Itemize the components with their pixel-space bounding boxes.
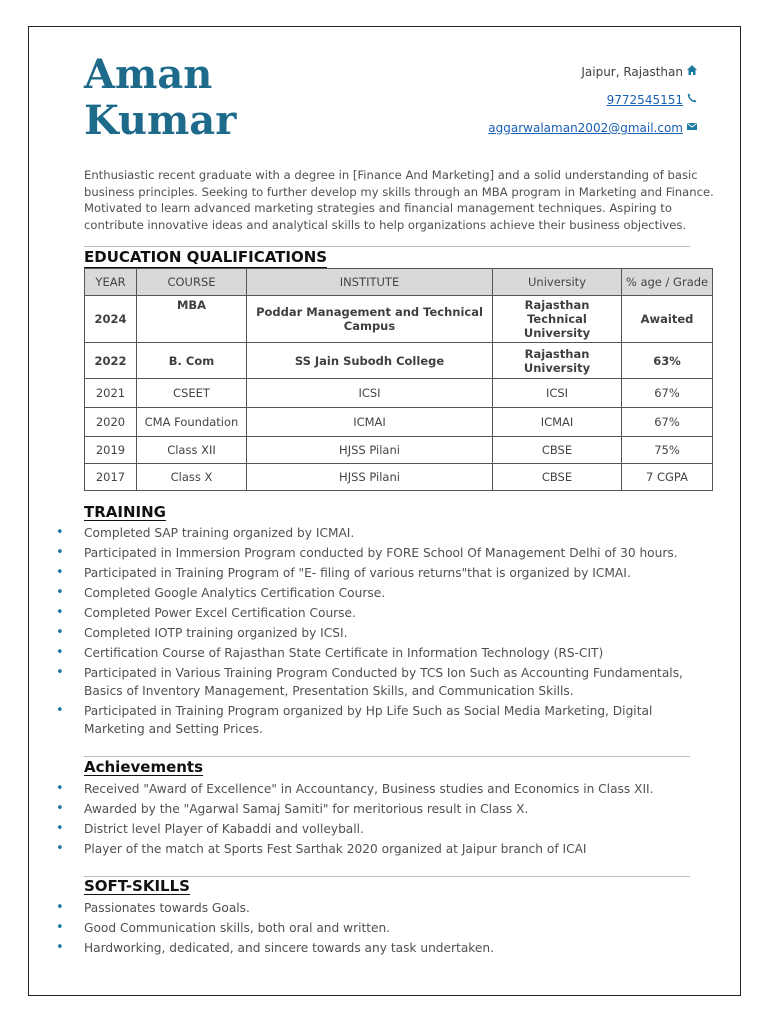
cell-institute: Poddar Management and Technical Campus bbox=[247, 296, 493, 343]
col-header-university: University bbox=[493, 269, 622, 296]
list-item: • Completed IOTP training organized by ICSI. bbox=[56, 624, 716, 642]
phone-line bbox=[488, 92, 698, 120]
training-title: TRAINING bbox=[84, 503, 166, 521]
cell-university: ICMAI bbox=[493, 408, 622, 437]
cell-year: 2017 bbox=[85, 464, 137, 491]
cell-university: CBSE bbox=[493, 464, 622, 491]
list-item: • Awarded by the "Agarwal Samaj Samiti" for meritorious result in Class X. bbox=[56, 800, 716, 818]
list-item: • Participated in Various Training Program Conducted by TCS Ion Such as Accounting Fundamentals, Basics of Inventory Management, Presentation Skills, and Communication Skills. bbox=[56, 664, 716, 700]
cell-institute: ICSI bbox=[247, 379, 493, 408]
col-header-institute: INSTITUTE bbox=[247, 269, 493, 296]
cell-university: Rajasthan Technical University bbox=[493, 296, 622, 343]
list-item: • Hardworking, dedicated, and sincere towards any task undertaken. bbox=[56, 939, 716, 957]
table-header-row bbox=[85, 269, 713, 296]
table-row bbox=[85, 343, 713, 379]
cell-year: 2020 bbox=[85, 408, 137, 437]
cell-university: Rajasthan University bbox=[493, 343, 622, 379]
candidate-name bbox=[84, 52, 236, 144]
cell-course: CMA Foundation bbox=[137, 408, 247, 437]
divider bbox=[84, 756, 690, 757]
cell-grade: 67% bbox=[622, 379, 713, 408]
cell-grade: Awaited bbox=[622, 296, 713, 343]
education-table bbox=[84, 268, 713, 491]
first-name: Aman bbox=[84, 51, 213, 98]
cell-university: CBSE bbox=[493, 437, 622, 464]
list-item: • District level Player of Kabaddi and volleyball. bbox=[56, 820, 716, 838]
list-item: • Completed SAP training organized by ICMAI. bbox=[56, 524, 716, 542]
cell-year: 2021 bbox=[85, 379, 137, 408]
table-row bbox=[85, 437, 713, 464]
email-link[interactable]: aggarwalaman2002@gmail.com bbox=[488, 121, 683, 135]
mail-icon bbox=[686, 120, 698, 132]
cell-course: CSEET bbox=[137, 379, 247, 408]
cell-institute: HJSS Pilani bbox=[247, 464, 493, 491]
list-item: • Participated in Training Program organized by Hp Life Such as Social Media Marketing, Digital Marketing and Setting Prices. bbox=[56, 702, 716, 738]
cell-institute: HJSS Pilani bbox=[247, 437, 493, 464]
summary-paragraph: Enthusiastic recent graduate with a degree in [Finance And Marketing] and a solid understanding of basic business principles. Seeking to further develop my skills through an MBA program in Marketing and Finance. Motivated to learn advanced marketing strategies and financial management techniques. Aspiring to contribute innovative ideas and analytical skills to help organizations achieve their business objectives. bbox=[84, 168, 714, 232]
achievements-list bbox=[56, 780, 716, 860]
cell-year: 2022 bbox=[85, 343, 137, 379]
phone-link[interactable]: 9772545151 bbox=[606, 93, 683, 107]
cell-grade: 75% bbox=[622, 437, 713, 464]
list-item: • Received "Award of Excellence" in Accountancy, Business studies and Economics in Class XII. bbox=[56, 780, 716, 798]
cell-course: Class XII bbox=[137, 437, 247, 464]
soft-skills-list bbox=[56, 899, 716, 959]
contact-block bbox=[488, 64, 698, 148]
location-line bbox=[488, 64, 698, 92]
cell-grade: 67% bbox=[622, 408, 713, 437]
cell-year: 2019 bbox=[85, 437, 137, 464]
email-line bbox=[488, 120, 698, 148]
last-name: Kumar bbox=[84, 97, 237, 144]
achievements-title: Achievements bbox=[84, 758, 204, 776]
col-header-year: YEAR bbox=[85, 269, 137, 296]
list-item: • Passionates towards Goals. bbox=[56, 899, 716, 917]
training-list bbox=[56, 524, 716, 740]
cell-year: 2024 bbox=[85, 296, 137, 343]
cell-course: MBA bbox=[137, 296, 247, 343]
list-item: • Participated in Immersion Program conducted by FORE School Of Management Delhi of 30 hours. bbox=[56, 544, 716, 562]
divider bbox=[84, 246, 690, 247]
table-row bbox=[85, 464, 713, 491]
cell-grade: 63% bbox=[622, 343, 713, 379]
list-item: • Good Communication skills, both oral and written. bbox=[56, 919, 716, 937]
table-row bbox=[85, 408, 713, 437]
cell-university: ICSI bbox=[493, 379, 622, 408]
list-item: • Certification Course of Rajasthan State Certificate in Information Technology (RS-CIT) bbox=[56, 644, 716, 662]
col-header-course: COURSE bbox=[137, 269, 247, 296]
cell-institute: SS Jain Subodh College bbox=[247, 343, 493, 379]
col-header-grade: % age / Grade bbox=[622, 269, 713, 296]
education-title: EDUCATION QUALIFICATIONS bbox=[84, 248, 327, 269]
home-icon bbox=[686, 64, 698, 76]
soft-skills-title: SOFT-SKILLS bbox=[84, 877, 190, 895]
cell-course: B. Com bbox=[137, 343, 247, 379]
cell-institute: ICMAI bbox=[247, 408, 493, 437]
phone-icon bbox=[686, 92, 698, 104]
list-item: • Participated in Training Program of "E- filing of various returns"that is organized by ICMAI. bbox=[56, 564, 716, 582]
list-item: • Player of the match at Sports Fest Sarthak 2020 organized at Jaipur branch of ICAI bbox=[56, 840, 716, 858]
location-text: Jaipur, Rajasthan bbox=[581, 65, 683, 79]
list-item: • Completed Power Excel Certification Course. bbox=[56, 604, 716, 622]
cell-grade: 7 CGPA bbox=[622, 464, 713, 491]
table-row bbox=[85, 379, 713, 408]
table-row bbox=[85, 296, 713, 343]
cell-course: Class X bbox=[137, 464, 247, 491]
list-item: • Completed Google Analytics Certification Course. bbox=[56, 584, 716, 602]
